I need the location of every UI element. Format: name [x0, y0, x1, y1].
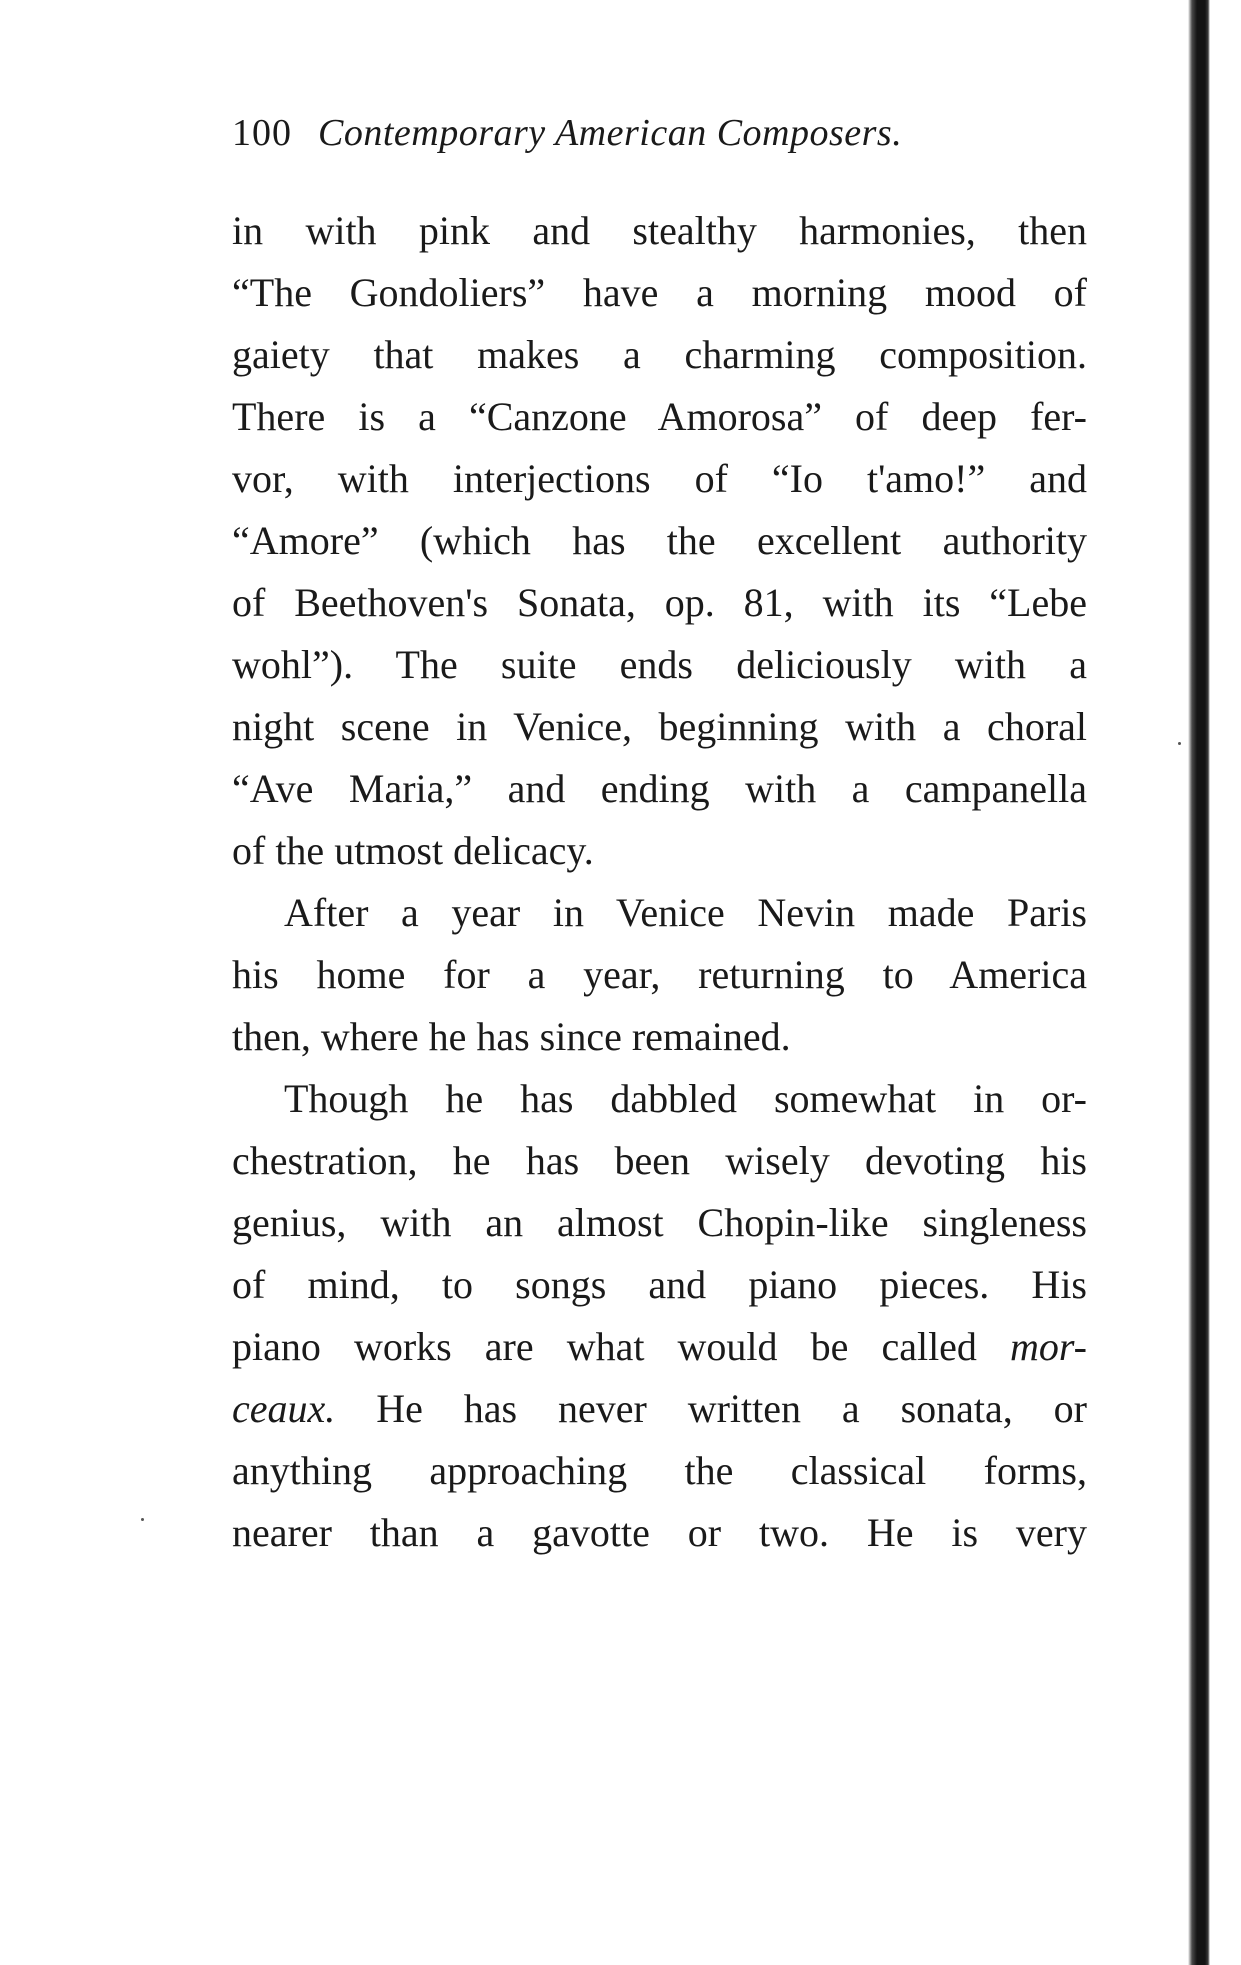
binding-gutter	[1188, 0, 1210, 1965]
text-line: “The Gondoliers” have a morning mood of	[232, 270, 1087, 315]
text-line: vor, with interjections of “Io t'amo!” and	[232, 456, 1087, 501]
body-text	[232, 200, 1087, 1564]
text-line: his home for a year, returning to America	[232, 952, 1087, 997]
text-line: genius, with an almost Chopin-like singleness	[232, 1200, 1087, 1245]
paper-speck	[1178, 742, 1181, 745]
paragraph-end-line: of the utmost delicacy.	[232, 828, 594, 873]
text-line	[232, 1378, 1087, 1440]
line-roman: He has never written a sonata, or	[376, 1386, 1088, 1431]
italic-word: mor-	[1010, 1324, 1087, 1369]
text-line: night scene in Venice, beginning with a choral	[232, 704, 1087, 749]
text-line: gaiety that makes a charming composition.	[232, 332, 1087, 377]
text-line: of mind, to songs and piano pieces. His	[232, 1262, 1087, 1307]
text-line: “Ave Maria,” and ending with a campanella	[232, 766, 1087, 811]
book-title: Contemporary American Composers.	[318, 112, 903, 154]
paper-speck	[141, 1518, 144, 1521]
line-roman: piano works are what would be called	[232, 1324, 977, 1369]
paragraph-end-line: then, where he has since remained.	[232, 1014, 791, 1059]
page-number: 100	[232, 112, 292, 154]
text-line: There is a “Canzone Amorosa” of deep fer-	[232, 394, 1087, 439]
text-line: of Beethoven's Sonata, op. 81, with its “Lebe	[232, 580, 1087, 625]
text-line: chestration, he has been wisely devoting his	[232, 1138, 1087, 1183]
paragraph-start-line: Though he has dabbled somewhat in or-	[284, 1076, 1087, 1121]
text-line: in with pink and stealthy harmonies, then	[232, 208, 1087, 253]
text-line: anything approaching the classical forms,	[232, 1448, 1087, 1493]
text-line	[232, 1316, 1087, 1378]
text-line: wohl”). The suite ends deliciously with a	[232, 642, 1087, 687]
running-head	[232, 108, 902, 158]
paragraph-start-line: After a year in Venice Nevin made Paris	[284, 890, 1087, 935]
italic-word: ceaux.	[232, 1386, 336, 1431]
text-line: nearer than a gavotte or two. He is very	[232, 1510, 1087, 1555]
text-line: “Amore” (which has the excellent authority	[232, 518, 1087, 563]
